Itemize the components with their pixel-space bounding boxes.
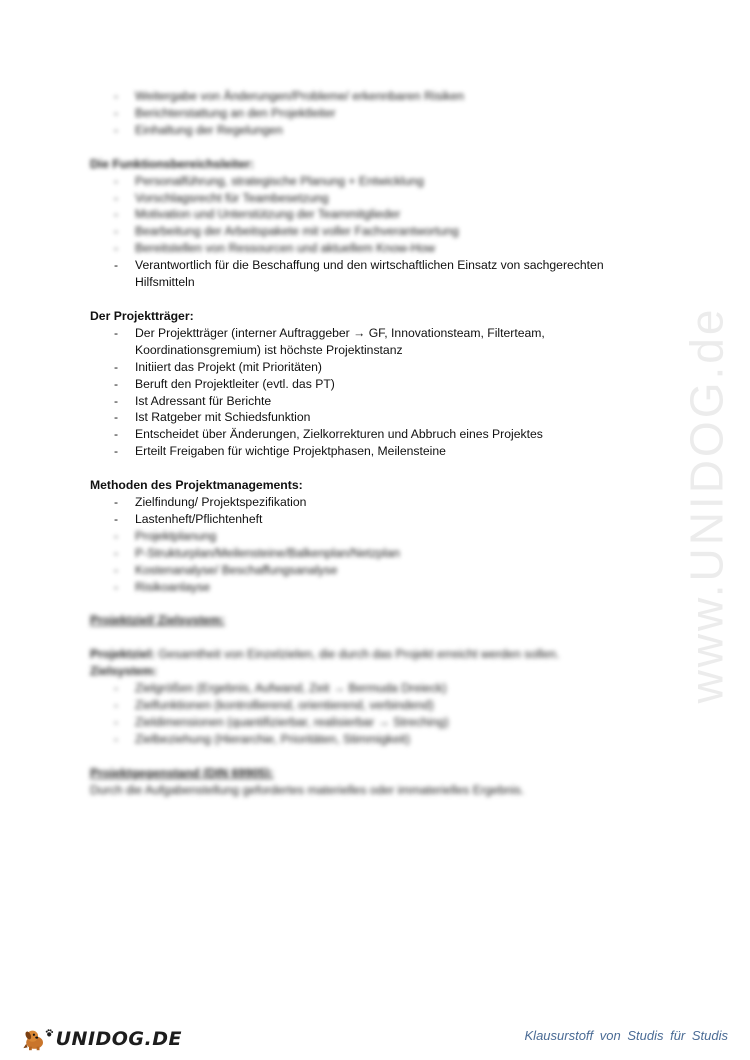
list-item: - Zieldimensionen (quantifizierbar, realisierbar → Streching) (90, 714, 650, 731)
list-item: - Bereitstellen von Ressourcen und aktuellem Know-How (90, 240, 650, 257)
list-item: - Projektplanung (90, 528, 650, 545)
section-title-subject: Projektgegenstand (DIN 69905): (90, 765, 274, 780)
footer-tagline: Klausurstoff von Studis für Studis (524, 1028, 728, 1043)
list-item: - Initiiert das Projekt (mit Prioritäten) (90, 359, 650, 376)
section-title-methods: Methoden des Projektmanagements: (90, 478, 303, 493)
list-item: - Zielfindung/ Projektspezifikation (90, 494, 650, 511)
watermark-text: www.UNIDOG.de (680, 306, 733, 704)
functional-heads-list (90, 173, 650, 291)
list-item: - Ist Ratgeber mit Schiedsfunktion (90, 409, 650, 426)
list-item: - Ist Adressant für Berichte (90, 393, 650, 410)
watermark (676, 280, 736, 730)
goal-definition (90, 646, 650, 663)
list-item: - Zielbeziehung (Hierarchie, Prioritäten, Stimmigkeit) (90, 731, 650, 748)
list-item: - Risikoanlayse (90, 579, 650, 596)
list-item: - Kostenanalyse/ Beschaffungsanalyse (90, 562, 650, 579)
goal-system-list (90, 680, 650, 748)
section-title-sponsor: Der Projektträger: (90, 308, 194, 323)
subject-text: Durch die Aufgabenstellung gefordertes materielles oder immaterielles Ergebnis. (90, 782, 525, 797)
list-item: - Einhaltung der Regelungen (90, 122, 650, 139)
list-item: - Weitergabe von Änderungen/Probleme/ erkennbaren Risiken (90, 88, 650, 105)
list-item: - Erteilt Freigaben für wichtige Projektphasen, Meilensteine (90, 443, 650, 460)
paw-icon (45, 1027, 53, 1039)
dog-mascot-icon (22, 1022, 47, 1056)
list-item: - Zielgrößen (Ergebnis, Aufwand, Zeit → Bermuda Dreieck) (90, 680, 650, 697)
section-title-functional-heads: Die Funktionsbereichsleiter: (90, 156, 254, 171)
list-item: - P-Strukturplan/Meilensteine/Balkenplan/Netzplan (90, 545, 650, 562)
list-item: - Berichterstattung an den Projektleiter (90, 105, 650, 122)
section-title-goal-system: Projektziel/ Zielsystem: (90, 613, 225, 628)
list-item: - Beruft den Projektleiter (evtl. das PT) (90, 376, 650, 393)
list-item: - Verantwortlich für die Beschaffung und den wirtschaftlichen Einsatz von sachgerechten Hilfsmitteln (90, 257, 650, 291)
list-item: - Der Projektträger (interner Auftraggeber → GF, Innovationsteam, Filterteam, Koordinationsgremium) ist höchste Projektinstanz (90, 325, 650, 359)
list-item: - Personalführung, strategische Planung + Entwicklung (90, 173, 650, 190)
list-item: - Bearbeitung der Arbeitspakete mit voller Fachverantwortung (90, 223, 650, 240)
list-item: - Vorschlagsrecht für Teambesetzung (90, 190, 650, 207)
list-item: - Zielfunktionen (kontrollierend, orientierend, verbindend) (90, 697, 650, 714)
intro-list (90, 88, 650, 139)
document-content (90, 88, 650, 799)
unidog-logo[interactable] (22, 1022, 182, 1056)
sponsor-list (90, 325, 650, 460)
logo-text: UNIDOG.DE (55, 1028, 182, 1050)
system-label: Zielsystem: (90, 664, 158, 679)
goal-text: Gesamtheit von Einzelzielen, die durch das Projekt erreicht werden sollen. (158, 647, 560, 662)
list-item: - Motivation und Unterstützung der Teammitglieder (90, 206, 650, 223)
goal-label: Projektziel: (90, 647, 156, 662)
list-item: - Entscheidet über Änderungen, Zielkorrekturen und Abbruch eines Projektes (90, 426, 650, 443)
list-item: - Lastenheft/Pflichtenheft (90, 511, 650, 528)
methods-list (90, 494, 650, 595)
